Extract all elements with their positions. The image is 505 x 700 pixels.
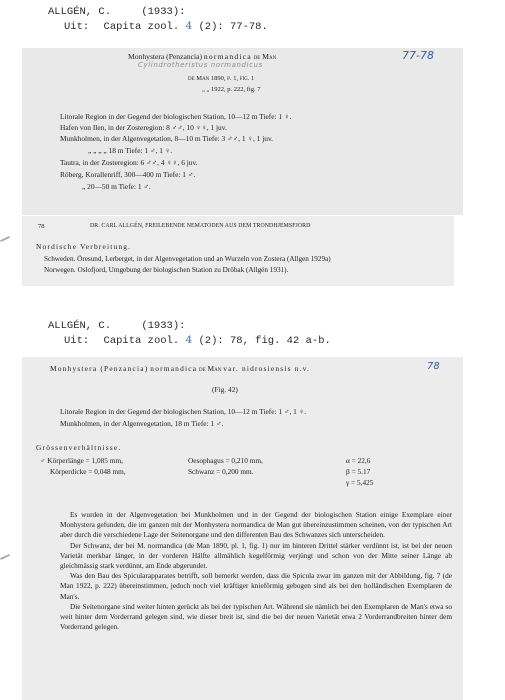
entry2-variety: var. nidrosiensis n.v.	[223, 364, 311, 373]
measure-tail: Schwanz = 0,200 mm.	[188, 467, 254, 476]
entry2-genus: Monhystera (Penzancia)	[50, 364, 149, 373]
measure-alpha: α = 22,6	[346, 456, 371, 465]
scan-edge-mark	[0, 554, 10, 560]
entry2-figure-ref: (Fig. 42)	[212, 385, 238, 394]
card1-year: (1933):	[141, 6, 186, 18]
measure-beta: β = 5.17	[346, 467, 371, 476]
entry1-species: normandica	[203, 52, 252, 61]
entry2-line-2: Munkholmen, in der Algenvegetation, 18 m Tiefe: 1 ♂.	[60, 419, 224, 428]
card1-author: ALLGÉN, C.	[48, 6, 112, 18]
measure-oesophagus: Oesophagus = 0,210 mm,	[188, 456, 263, 465]
sizes-heading: Grössenverhältnisse.	[36, 443, 122, 452]
measure-body-length: ♂ Körperlänge = 1,085 mm,	[40, 456, 123, 465]
entry1-line-1: Litorale Region in der Gegend der biologischen Station, 10—12 m Tiefe: 1 ♀.	[60, 112, 292, 121]
entry1-ref1: de Man 1890, p. 1, fig. 1	[188, 75, 255, 82]
card2-volume-handwritten: 4	[185, 334, 193, 346]
card1-header	[48, 6, 185, 18]
entry1-title	[128, 52, 276, 61]
description-paragraph-4: Die Seitenorgane sind weiter hinten gerückt als bei der typischen Art. Während sie nämlich bei den Exemplaren de Man's etwa so weit hinter dem Vorderrand gelegen sind, wie dieser breit ist, sind die bei der neuen Varietät etwa 2 Vorderrandbreiten hinter dem Vorderrand gelegen.	[60, 601, 452, 632]
entry1-ref2: „ „ 1922, p. 222, fig. 7	[202, 86, 261, 93]
distribution-line-2: Norwegen. Oslofjord, Umgebung der biologischen Station zu Dröbak (Allgén 1931).	[44, 266, 289, 274]
description-text	[60, 510, 452, 632]
distribution-line-1: Schweden. Öresund, Lerberget, in der Algenvegetation und an Wurzeln von Zostera (Allgen 1929a)	[44, 255, 331, 263]
card1-journal: Capita zool.	[103, 21, 180, 33]
entry1-line-7: „ 20—50 m Tiefe: 1 ♂.	[82, 182, 151, 191]
page-number: 78	[38, 223, 45, 230]
scan-edge-mark	[0, 236, 10, 242]
card2-header	[48, 320, 185, 332]
description-paragraph-2: Der Schwanz, der bei M. normandica (de Man 1890, pl. 1, fig. 1) nur im hinteren Drittel stärker verdünnt ist, ist bei der neuen Varietät merkbar länger, in der vorderen Hälfte allmählich kegelförmig verjüngt und schon von der Mitte seiner Länge ab gleichmässig stark verdünnt, am Ende abgerundet.	[60, 540, 452, 571]
card2-year: (1933):	[141, 320, 186, 332]
entry1-line-4: „ „ „ „ 18 m Tiefe: 1 ♂, 1 ♀.	[88, 146, 173, 155]
entry2-handwritten-page: 78	[427, 361, 440, 372]
running-title: DR. CARL ALLGÉN, FREILEBENDE NEMATODEN AUS DEM TRONDHJEMSFJORD	[90, 223, 311, 229]
entry1-handwritten-pages: 77-78	[402, 49, 434, 62]
entry2-species: normandica	[150, 364, 198, 373]
entry2-line-1: Litorale Region in der Gegend der biologischen Station, 10—12 m Tiefe: 1 ♂, 1 ♀.	[60, 407, 307, 416]
measure-body-width: Körperdicke = 0,048 mm,	[50, 467, 126, 476]
card2-author: ALLGÉN, C.	[48, 320, 112, 332]
entry1-line-2: Hafen von Ilen, in der Zosteregion: 8 ♂♂, 10 ♀♀, 1 juv.	[60, 123, 227, 132]
card2-uit: Uit:	[64, 335, 90, 347]
measure-gamma: γ = 5,425	[346, 478, 374, 487]
entry2-title	[50, 364, 310, 373]
distribution-heading: Nordische Verbreitung.	[36, 242, 132, 251]
card2-pages: (2): 78, fig. 42 a-b.	[198, 335, 331, 347]
entry2-author: de Man	[199, 364, 222, 373]
card2-citation	[64, 334, 331, 347]
entry1-line-6: Röberg, Korallenriff, 300—400 m Tiefe: 1 ♂.	[60, 170, 196, 179]
entry1-line-5: Tautra, in der Zosteregion: 6 ♂♂, 4 ♀♀, 6 juv.	[60, 158, 198, 167]
card1-volume-handwritten: 4	[185, 20, 193, 32]
card1-uit: Uit:	[64, 21, 90, 33]
card2-journal: Capita zool.	[103, 335, 180, 347]
entry1-author: de Man	[253, 52, 277, 61]
measurements-table	[40, 456, 460, 492]
description-paragraph-3: Was den Bau des Spicularapparates betrifft, soll bemerkt werden, dass die Spicula zwar im ganzen mit der Abbildung, fig. 7 (de Man 1922, p. 222) übereinstimmen, jedoch noch viel kräftiger knieförmig gebogen sind als bei den holländischen Exemplaren de Man's.	[60, 571, 452, 601]
entry1-pencil-note: Cylindrotheristus normandicus	[138, 61, 263, 69]
entry1-line-3: Munkholmen, in der Algenvegetation, 8—10 m Tiefe: 3 ♂♂, 1 ♀, 1 juv.	[60, 134, 274, 143]
description-paragraph-1: Es wurden in der Algenvegetation bei Munkholmen und in der Gegend der biologischen Station einige Exemplare einer Monhystera gefunden, die im ganzen mit der Monhystera normandica de Man gut übereinzustimmen scheinen, von der typischen Art aber durch die verschiedene Lage der Seitenorgane und den differenten Bau des Schwanzes sich unterscheiden.	[60, 510, 452, 540]
card1-citation	[64, 20, 268, 33]
entry1-genus: Monhystera (Penzancia)	[128, 52, 203, 61]
card1-pages: (2): 77-78.	[198, 21, 268, 33]
